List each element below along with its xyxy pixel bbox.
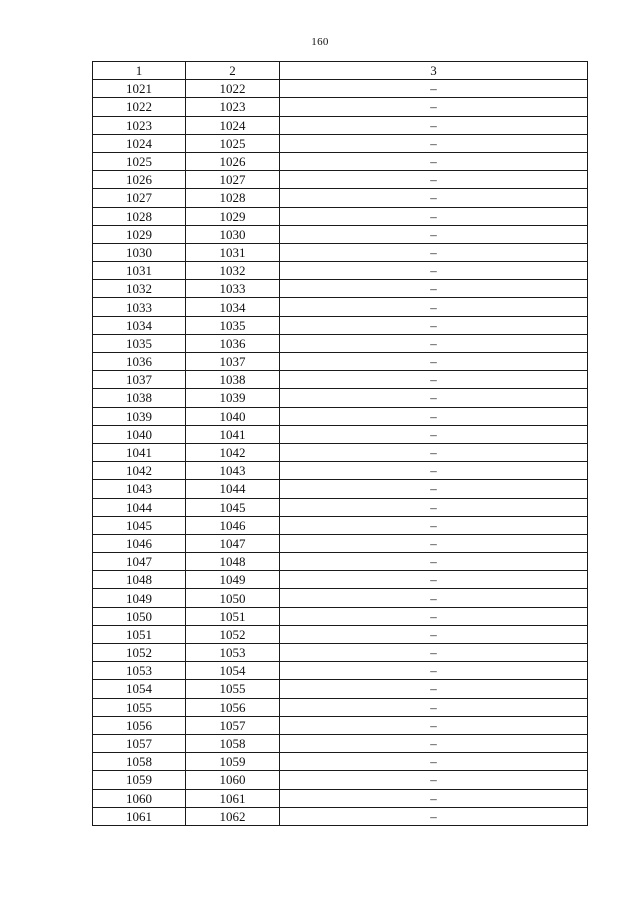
table-cell-col-1: 1025	[93, 152, 186, 170]
table-cell-col-2: 1023	[186, 98, 280, 116]
table-cell-col-1: 1050	[93, 607, 186, 625]
table-row	[93, 134, 588, 152]
table-cell-col-1: 1051	[93, 625, 186, 643]
table-row	[93, 152, 588, 170]
table-cell-col-2: 1056	[186, 698, 280, 716]
table-cell-col-3: –	[280, 662, 588, 680]
column-header-1: 1	[93, 62, 186, 80]
table-cell-col-1: 1054	[93, 680, 186, 698]
table-cell-col-1: 1036	[93, 353, 186, 371]
table-row	[93, 534, 588, 552]
table-cell-col-2: 1055	[186, 680, 280, 698]
table-cell-col-2: 1022	[186, 80, 280, 98]
table-row	[93, 280, 588, 298]
header-row	[93, 62, 588, 80]
table-row	[93, 189, 588, 207]
table-cell-col-1: 1045	[93, 516, 186, 534]
table-row	[93, 716, 588, 734]
table-cell-col-2: 1028	[186, 189, 280, 207]
table-cell-col-3: –	[280, 698, 588, 716]
table-row	[93, 807, 588, 825]
table-cell-col-3: –	[280, 262, 588, 280]
table-cell-col-2: 1026	[186, 152, 280, 170]
table-cell-col-3: –	[280, 498, 588, 516]
table-cell-col-2: 1058	[186, 734, 280, 752]
table-cell-col-1: 1057	[93, 734, 186, 752]
table-cell-col-3: –	[280, 462, 588, 480]
table-row	[93, 625, 588, 643]
table-row	[93, 334, 588, 352]
table-cell-col-2: 1033	[186, 280, 280, 298]
table-cell-col-2: 1032	[186, 262, 280, 280]
table-cell-col-2: 1040	[186, 407, 280, 425]
table-cell-col-3: –	[280, 134, 588, 152]
table-row	[93, 443, 588, 461]
table-row	[93, 516, 588, 534]
table-cell-col-3: –	[280, 443, 588, 461]
table-row	[93, 407, 588, 425]
table-cell-col-2: 1042	[186, 443, 280, 461]
table-row	[93, 662, 588, 680]
table-cell-col-1: 1023	[93, 116, 186, 134]
table-cell-col-1: 1049	[93, 589, 186, 607]
table-row	[93, 480, 588, 498]
table-cell-col-3: –	[280, 116, 588, 134]
table-cell-col-3: –	[280, 807, 588, 825]
table-cell-col-3: –	[280, 407, 588, 425]
table-cell-col-3: –	[280, 571, 588, 589]
table-cell-col-3: –	[280, 207, 588, 225]
table-row	[93, 98, 588, 116]
table-row	[93, 607, 588, 625]
table-cell-col-1: 1024	[93, 134, 186, 152]
table-cell-col-1: 1055	[93, 698, 186, 716]
table-row	[93, 498, 588, 516]
table-cell-col-2: 1062	[186, 807, 280, 825]
table-cell-col-3: –	[280, 243, 588, 261]
table-cell-col-1: 1033	[93, 298, 186, 316]
table-cell-col-3: –	[280, 225, 588, 243]
table-row	[93, 789, 588, 807]
table-cell-col-2: 1059	[186, 753, 280, 771]
table-row	[93, 207, 588, 225]
column-header-2: 2	[186, 62, 280, 80]
table-cell-col-1: 1026	[93, 171, 186, 189]
table-row	[93, 80, 588, 98]
table-row	[93, 171, 588, 189]
table-cell-col-3: –	[280, 789, 588, 807]
table-cell-col-1: 1030	[93, 243, 186, 261]
table-cell-col-3: –	[280, 334, 588, 352]
table-cell-col-1: 1022	[93, 98, 186, 116]
table-cell-col-1: 1043	[93, 480, 186, 498]
table-cell-col-1: 1021	[93, 80, 186, 98]
table-cell-col-1: 1038	[93, 389, 186, 407]
table-cell-col-3: –	[280, 589, 588, 607]
table-cell-col-3: –	[280, 371, 588, 389]
table-cell-col-2: 1053	[186, 644, 280, 662]
table-cell-col-2: 1029	[186, 207, 280, 225]
table-cell-col-3: –	[280, 80, 588, 98]
table-cell-col-2: 1046	[186, 516, 280, 534]
table-cell-col-3: –	[280, 734, 588, 752]
table-cell-col-2: 1047	[186, 534, 280, 552]
table-cell-col-2: 1051	[186, 607, 280, 625]
table-row	[93, 116, 588, 134]
table-cell-col-3: –	[280, 425, 588, 443]
table-cell-col-2: 1049	[186, 571, 280, 589]
table-cell-col-1: 1039	[93, 407, 186, 425]
table-cell-col-3: –	[280, 607, 588, 625]
table-row	[93, 262, 588, 280]
table-cell-col-2: 1024	[186, 116, 280, 134]
table-cell-col-2: 1034	[186, 298, 280, 316]
table-cell-col-1: 1056	[93, 716, 186, 734]
table-row	[93, 734, 588, 752]
table-cell-col-2: 1057	[186, 716, 280, 734]
table-cell-col-2: 1030	[186, 225, 280, 243]
table-cell-col-3: –	[280, 753, 588, 771]
table-cell-col-1: 1044	[93, 498, 186, 516]
table-cell-col-2: 1031	[186, 243, 280, 261]
table-cell-col-2: 1025	[186, 134, 280, 152]
table-cell-col-3: –	[280, 171, 588, 189]
table-cell-col-1: 1058	[93, 753, 186, 771]
table-cell-col-3: –	[280, 98, 588, 116]
table-cell-col-3: –	[280, 625, 588, 643]
table-cell-col-3: –	[280, 516, 588, 534]
table-cell-col-1: 1048	[93, 571, 186, 589]
table-cell-col-3: –	[280, 553, 588, 571]
table-cell-col-2: 1044	[186, 480, 280, 498]
table-cell-col-1: 1060	[93, 789, 186, 807]
table-cell-col-3: –	[280, 716, 588, 734]
table-cell-col-3: –	[280, 152, 588, 170]
table-cell-col-1: 1034	[93, 316, 186, 334]
table-cell-col-2: 1060	[186, 771, 280, 789]
table-cell-col-1: 1042	[93, 462, 186, 480]
table-cell-col-1: 1040	[93, 425, 186, 443]
table-cell-col-1: 1028	[93, 207, 186, 225]
table-cell-col-3: –	[280, 298, 588, 316]
table-row	[93, 462, 588, 480]
table-cell-col-1: 1031	[93, 262, 186, 280]
table-row	[93, 680, 588, 698]
table-cell-col-3: –	[280, 771, 588, 789]
table-row	[93, 353, 588, 371]
table-cell-col-1: 1037	[93, 371, 186, 389]
table-cell-col-1: 1035	[93, 334, 186, 352]
table-row	[93, 298, 588, 316]
table-cell-col-3: –	[280, 534, 588, 552]
table-cell-col-1: 1061	[93, 807, 186, 825]
table-row	[93, 371, 588, 389]
page-number: 160	[311, 36, 329, 48]
table-row	[93, 771, 588, 789]
table-cell-col-3: –	[280, 280, 588, 298]
table-cell-col-3: –	[280, 480, 588, 498]
table-cell-col-2: 1035	[186, 316, 280, 334]
table-row	[93, 243, 588, 261]
table-cell-col-2: 1037	[186, 353, 280, 371]
table-cell-col-1: 1032	[93, 280, 186, 298]
table-cell-col-2: 1027	[186, 171, 280, 189]
table-row	[93, 553, 588, 571]
table-cell-col-2: 1045	[186, 498, 280, 516]
table-row	[93, 753, 588, 771]
table-row	[93, 589, 588, 607]
table-cell-col-3: –	[280, 680, 588, 698]
table-row	[93, 698, 588, 716]
table-row	[93, 389, 588, 407]
table-row	[93, 425, 588, 443]
column-header-3: 3	[280, 62, 588, 80]
table-cell-col-3: –	[280, 189, 588, 207]
table-cell-col-2: 1043	[186, 462, 280, 480]
table-cell-col-3: –	[280, 353, 588, 371]
data-table	[92, 61, 588, 826]
table-cell-col-1: 1047	[93, 553, 186, 571]
table-cell-col-2: 1041	[186, 425, 280, 443]
table-cell-col-2: 1039	[186, 389, 280, 407]
table-cell-col-1: 1029	[93, 225, 186, 243]
table-cell-col-3: –	[280, 316, 588, 334]
table-cell-col-2: 1038	[186, 371, 280, 389]
table-cell-col-1: 1046	[93, 534, 186, 552]
table-cell-col-2: 1054	[186, 662, 280, 680]
table-cell-col-1: 1052	[93, 644, 186, 662]
table-cell-col-1: 1041	[93, 443, 186, 461]
table-cell-col-1: 1053	[93, 662, 186, 680]
table-cell-col-2: 1036	[186, 334, 280, 352]
table-cell-col-2: 1048	[186, 553, 280, 571]
table-cell-col-3: –	[280, 644, 588, 662]
table-cell-col-2: 1061	[186, 789, 280, 807]
table-row	[93, 225, 588, 243]
table-row	[93, 316, 588, 334]
table-cell-col-1: 1027	[93, 189, 186, 207]
table-cell-col-2: 1050	[186, 589, 280, 607]
table-header	[93, 62, 588, 80]
table-body	[93, 80, 588, 826]
table-cell-col-3: –	[280, 389, 588, 407]
table-row	[93, 571, 588, 589]
table-cell-col-1: 1059	[93, 771, 186, 789]
table-row	[93, 644, 588, 662]
table-cell-col-2: 1052	[186, 625, 280, 643]
